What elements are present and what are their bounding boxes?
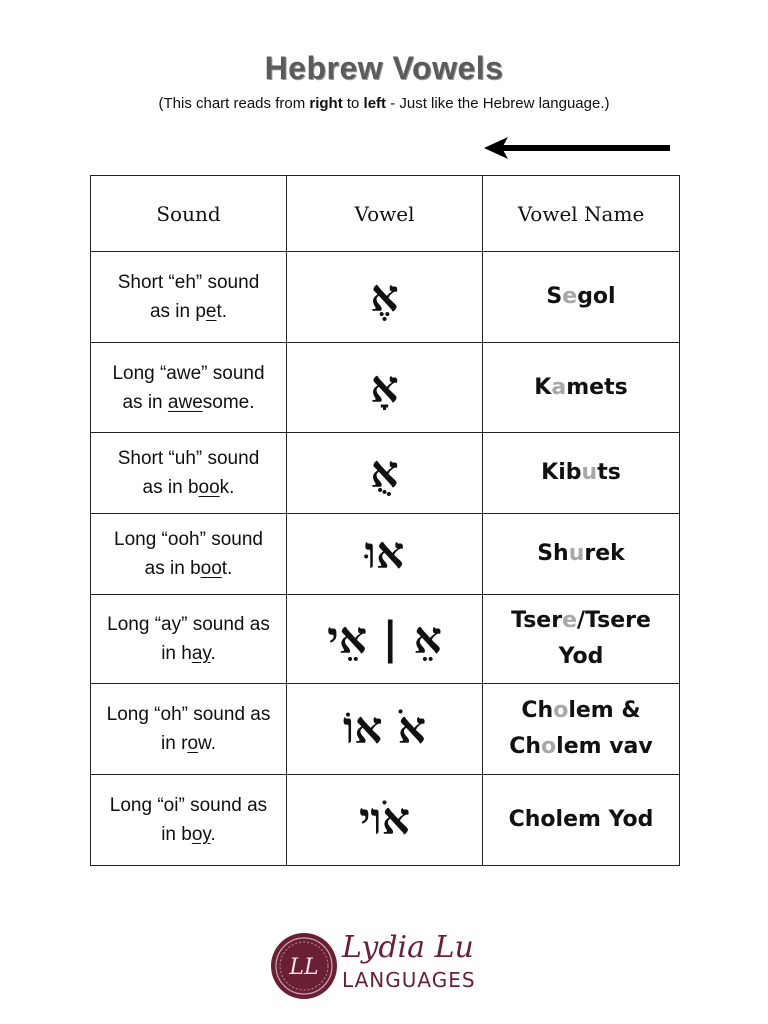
subtitle-suffix: - Just like the Hebrew language.) bbox=[386, 95, 610, 112]
svg-text:LL: LL bbox=[289, 955, 319, 980]
vowel-name-highlight: u bbox=[581, 460, 598, 485]
sound-example-post: k. bbox=[219, 477, 235, 498]
sound-example-underlined: oo bbox=[198, 477, 220, 498]
sound-example-pre: as in p bbox=[149, 301, 206, 322]
sound-line-2 bbox=[95, 639, 282, 668]
vowel-name bbox=[483, 684, 680, 775]
sound-line-2 bbox=[95, 729, 282, 758]
vowel-name bbox=[483, 433, 680, 514]
vowel-glyph: אֶ bbox=[287, 252, 483, 343]
sound-line-1: Long “oh” sound as bbox=[106, 704, 271, 725]
sound-example-post: . bbox=[210, 643, 216, 664]
sound-line-2 bbox=[95, 297, 282, 326]
sound-example-underlined: o bbox=[187, 733, 199, 754]
vowel-glyph: אֵ | אֵי bbox=[287, 595, 483, 684]
vowel-name bbox=[483, 252, 680, 343]
sound-line-2 bbox=[95, 473, 282, 502]
table-row bbox=[91, 775, 680, 866]
table-row bbox=[91, 252, 680, 343]
vowel-name-highlight: a bbox=[551, 374, 567, 400]
sound-example-post: . bbox=[210, 824, 216, 845]
vowel-name-part: gol bbox=[577, 284, 616, 309]
sound-cell bbox=[91, 775, 287, 866]
chart-body bbox=[91, 252, 680, 866]
sound-cell bbox=[91, 514, 287, 595]
logo-script-text: Lydia Lu bbox=[342, 930, 474, 965]
header-sound: Sound bbox=[91, 176, 287, 252]
page-title: Hebrew Vowels bbox=[264, 50, 504, 86]
sound-example-pre: in r bbox=[161, 733, 188, 754]
sound-example-pre: in h bbox=[161, 643, 192, 664]
subtitle-right: right bbox=[309, 95, 343, 112]
sound-line-1: Long “ooh” sound bbox=[114, 529, 263, 550]
vowel-glyph: אֹ אוֹ bbox=[287, 684, 483, 775]
vowel-name-part: S bbox=[546, 284, 563, 309]
vowel-chart bbox=[90, 175, 680, 866]
sound-cell bbox=[91, 433, 287, 514]
sound-example-post: some. bbox=[202, 391, 255, 413]
vowel-name-highlight: e bbox=[562, 284, 578, 309]
sound-example-underlined: awe bbox=[167, 391, 203, 413]
sound-example-pre: as in b bbox=[142, 477, 199, 498]
vowel-glyph: אֻ bbox=[287, 433, 483, 514]
vowel-name-part: lem & Ch bbox=[509, 698, 641, 759]
brand-logo bbox=[270, 928, 500, 1004]
table-row bbox=[91, 595, 680, 684]
vowel-name-highlight: o bbox=[553, 698, 569, 723]
vowel-name bbox=[483, 595, 680, 684]
logo-caps-text: LANGUAGES bbox=[342, 968, 476, 992]
vowel-name-part: ts bbox=[597, 460, 621, 485]
vowel-name-part: rek bbox=[584, 541, 625, 566]
vowel-name bbox=[483, 775, 680, 866]
vowel-name-highlight: u bbox=[568, 541, 585, 566]
sound-line-1: Short “eh” sound bbox=[117, 272, 260, 293]
vowel-name-part: lem vav bbox=[556, 734, 653, 759]
table-row bbox=[91, 433, 680, 514]
header-row bbox=[91, 176, 680, 252]
monogram-seal-icon bbox=[270, 930, 338, 1002]
vowel-name-highlight: o bbox=[541, 734, 557, 759]
vowel-name bbox=[483, 514, 680, 595]
left-arrow-icon bbox=[484, 136, 670, 160]
vowel-name bbox=[483, 343, 680, 433]
table-row bbox=[91, 343, 680, 433]
sound-example-post: t. bbox=[216, 301, 228, 322]
vowel-name-part: mets bbox=[566, 374, 628, 400]
subtitle-left: left bbox=[363, 95, 387, 112]
vowel-name-part: Ch bbox=[521, 698, 554, 723]
vowel-name-part: Sh bbox=[537, 541, 569, 566]
sound-example-underlined: e bbox=[205, 301, 217, 322]
sound-example-underlined: oo bbox=[200, 558, 222, 579]
subtitle-middle: to bbox=[342, 95, 364, 112]
vowel-name-part: Kib bbox=[541, 460, 582, 485]
subtitle-prefix: (This chart reads from bbox=[158, 95, 310, 112]
sound-example-post: t. bbox=[221, 558, 233, 579]
sound-example-post: w. bbox=[198, 733, 216, 754]
sound-line-2 bbox=[95, 554, 282, 583]
table-row bbox=[91, 684, 680, 775]
sound-line-1: Long “awe” sound bbox=[112, 362, 265, 384]
sound-line-2 bbox=[95, 820, 282, 849]
sound-line-1: Long “ay” sound as bbox=[107, 614, 270, 635]
vowel-glyph: אוּ bbox=[287, 514, 483, 595]
vowel-name-part: Tser bbox=[511, 608, 563, 633]
sound-cell bbox=[91, 595, 287, 684]
vowel-name-part: K bbox=[534, 374, 552, 400]
sound-example-underlined: ay bbox=[191, 643, 211, 664]
sound-example-pre: as in bbox=[122, 391, 168, 413]
sound-line-1: Long “oi” sound as bbox=[109, 795, 268, 816]
vowel-glyph: אֹוי bbox=[287, 775, 483, 866]
sound-example-pre: as in b bbox=[144, 558, 201, 579]
page-subtitle bbox=[0, 95, 768, 112]
table-row bbox=[91, 514, 680, 595]
vowel-name-highlight: e bbox=[562, 608, 577, 633]
sound-cell bbox=[91, 252, 287, 343]
sound-example-underlined: oy bbox=[191, 824, 211, 845]
vowel-glyph: אָ bbox=[287, 343, 483, 433]
vowel-name-part: Cholem Yod bbox=[508, 807, 654, 832]
header-vowel-name: Vowel Name bbox=[483, 176, 680, 252]
vowel-name-part: /Tsere Yod bbox=[558, 608, 651, 669]
sound-line-2 bbox=[95, 388, 282, 417]
sound-line-1: Short “uh” sound bbox=[117, 448, 260, 469]
sound-cell bbox=[91, 343, 287, 433]
sound-cell bbox=[91, 684, 287, 775]
sound-example-pre: in b bbox=[161, 824, 192, 845]
header-vowel: Vowel bbox=[287, 176, 483, 252]
